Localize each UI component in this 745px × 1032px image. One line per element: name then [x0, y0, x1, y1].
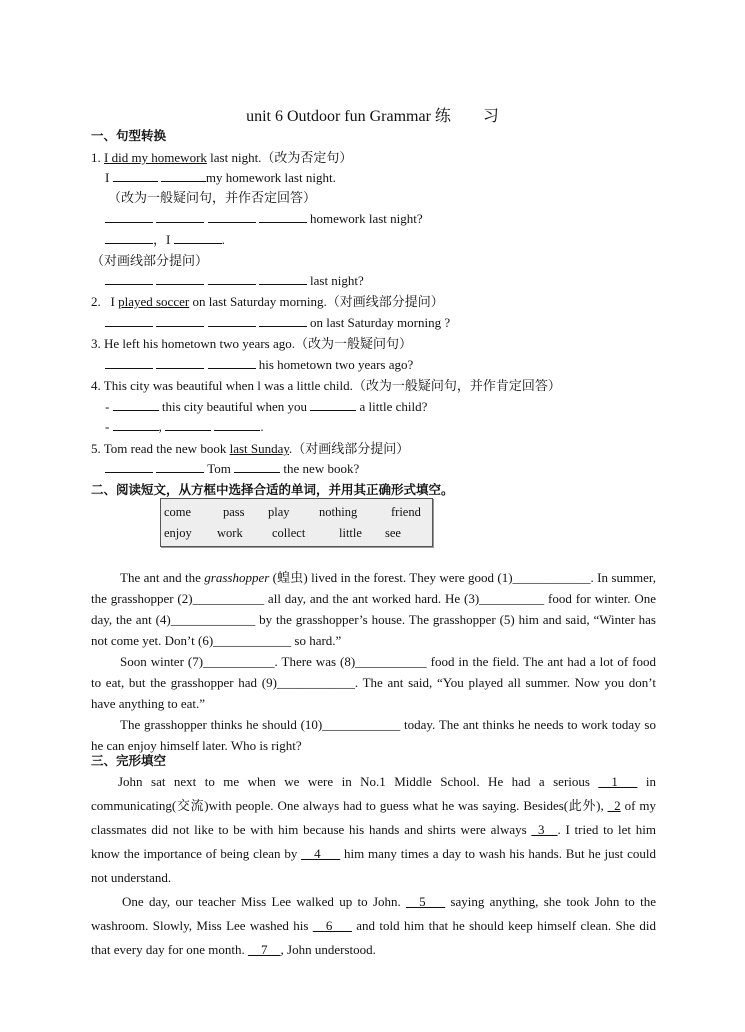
answer-blank[interactable]	[156, 272, 204, 285]
word-bank-item: enjoy	[164, 526, 192, 540]
answer-blank[interactable]	[214, 418, 260, 431]
underlined-phrase: last Sunday	[229, 441, 290, 456]
passage-paragraph-2: Soon winter (7)___________. There was (8)___________ food in the field. The ant had a lot of food to eat, but the grasshopper had (9)____________. The ant said, “You played all summer. Now you don’t have anything to eat.”	[91, 654, 656, 711]
q2-answer-line: on last Saturday morning ?	[105, 314, 450, 331]
answer-blank[interactable]	[156, 314, 204, 327]
q4-answer-line-2: - , .	[105, 419, 264, 434]
answer-blank[interactable]	[105, 272, 153, 285]
passage-paragraph-3: The grasshopper thinks he should (10)____________ today. The ant thinks he needs to work today so he can enjoy himself later. Who is right?	[91, 717, 656, 753]
question-1: 1. I did my homework last night.（改为否定句）	[91, 150, 353, 165]
word-bank-item: pass	[223, 505, 245, 519]
answer-blank[interactable]	[105, 210, 153, 223]
cloze-paragraph-2: One day, our teacher Miss Lee walked up to John. __5___ saying anything, she took John to the washroom. Slowly, Miss Lee washed his __6___ and told him that he should keep himself clean. She did that every day for one month. __7__, John understood.	[91, 894, 656, 957]
answer-blank[interactable]	[208, 356, 256, 369]
answer-blank[interactable]	[156, 460, 204, 473]
answer-blank[interactable]	[156, 356, 204, 369]
italic-word: grasshopper	[204, 570, 270, 585]
answer-blank[interactable]	[105, 314, 153, 327]
answer-blank[interactable]	[113, 169, 158, 182]
cloze-blank-2[interactable]: _2	[607, 798, 621, 813]
cloze-blank-5[interactable]: __5___	[406, 894, 446, 909]
cloze-blank-4[interactable]: __4___	[301, 846, 341, 861]
q1-answer-line-3: ，I .	[105, 231, 225, 248]
section1-heading: 一、句型转换	[91, 128, 167, 143]
q3-answer-line: his hometown two years ago?	[105, 356, 413, 373]
q1-instruction-3: （对画线部分提问）	[91, 253, 209, 268]
word-bank-item: work	[217, 526, 243, 540]
q1-answer-line-4: last night?	[105, 272, 364, 289]
word-bank-item: play	[268, 505, 290, 519]
page-title: unit 6 Outdoor fun Grammar 练 习	[246, 108, 499, 125]
q1-instruction-2: （改为一般疑问句，并作否定回答）	[108, 190, 317, 205]
answer-blank[interactable]	[105, 460, 153, 473]
question-4: 4. This city was beautiful when l was a little child.（改为一般疑问句，并作肯定回答）	[91, 378, 561, 393]
answer-blank[interactable]	[208, 314, 256, 327]
answer-blank[interactable]	[208, 210, 256, 223]
word-bank-item: nothing	[319, 505, 358, 519]
cloze-passage	[91, 770, 656, 962]
question-5: 5. Tom read the new book last Sunday.（对画线部分提问）	[91, 441, 410, 456]
word-bank-item: little	[339, 526, 362, 540]
word-bank-item: come	[164, 505, 192, 519]
q1-answer-line-2: homework last night?	[105, 210, 423, 227]
cloze-paragraph-1: John sat next to me when we were in No.1 Middle School. He had a serious __1___ in communicating(交流)with people. One always had to guess what he was saying. Besides(此外), _2 of my classmates did not like to be with him because his hands and shirts were always _3__. I tried to let him know the importance of being clean by __4___ him many times a day to wash his hands. But he just could not understand.	[91, 774, 656, 885]
answer-blank[interactable]	[113, 398, 159, 411]
answer-blank[interactable]	[259, 272, 307, 285]
question-3: 3. He left his hometown two years ago.（改为一般疑问句）	[91, 336, 412, 351]
section3-heading: 三、完形填空	[91, 753, 167, 768]
word-bank-item: friend	[391, 505, 421, 519]
underlined-phrase: played soccer	[118, 294, 190, 309]
cloze-blank-3[interactable]: _3__	[531, 822, 558, 837]
passage-paragraph-1: The ant and the grasshopper (蝗虫) lived in the forest. They were good (1)____________. In summer, the grasshopper (2)___________ all day, and the ant worked hard. He (3)__________ food for winter. One day, the ant (4)_____________ by the grasshopper’s house. The grasshopper (5) him and said, “Winter has not come yet. Don’t (6)____________ so hard.”	[91, 570, 656, 648]
question-2: 2. I played soccer on last Saturday morning.（对画线部分提问）	[91, 294, 444, 309]
answer-blank[interactable]	[161, 169, 206, 182]
section2-heading: 二、阅读短文，从方框中选择合适的单词，并用其正确形式填空。	[91, 482, 454, 497]
answer-blank[interactable]	[174, 231, 222, 244]
answer-blank[interactable]	[156, 210, 204, 223]
answer-blank[interactable]	[310, 398, 356, 411]
q5-answer-line: Tom the new book?	[105, 460, 359, 477]
answer-blank[interactable]	[208, 272, 256, 285]
answer-blank[interactable]	[113, 418, 159, 431]
cloze-blank-1[interactable]: __1___	[598, 774, 638, 789]
q1-answer-line-1: I my homework last night.	[105, 170, 336, 185]
underlined-phrase: I did my homework	[104, 150, 207, 165]
answer-blank[interactable]	[259, 314, 307, 327]
reading-passage	[91, 567, 656, 756]
answer-blank[interactable]	[165, 418, 211, 431]
cloze-blank-7[interactable]: __7__	[248, 942, 281, 957]
word-bank-item: collect	[272, 526, 306, 540]
answer-blank[interactable]	[259, 210, 307, 223]
answer-blank[interactable]	[105, 231, 153, 244]
cloze-blank-6[interactable]: __6___	[312, 918, 352, 933]
answer-blank[interactable]	[234, 460, 280, 473]
answer-blank[interactable]	[105, 356, 153, 369]
word-bank-item: see	[385, 526, 401, 540]
word-bank-box	[160, 498, 433, 547]
q4-answer-line-1: - this city beautiful when you a little child?	[105, 399, 428, 414]
